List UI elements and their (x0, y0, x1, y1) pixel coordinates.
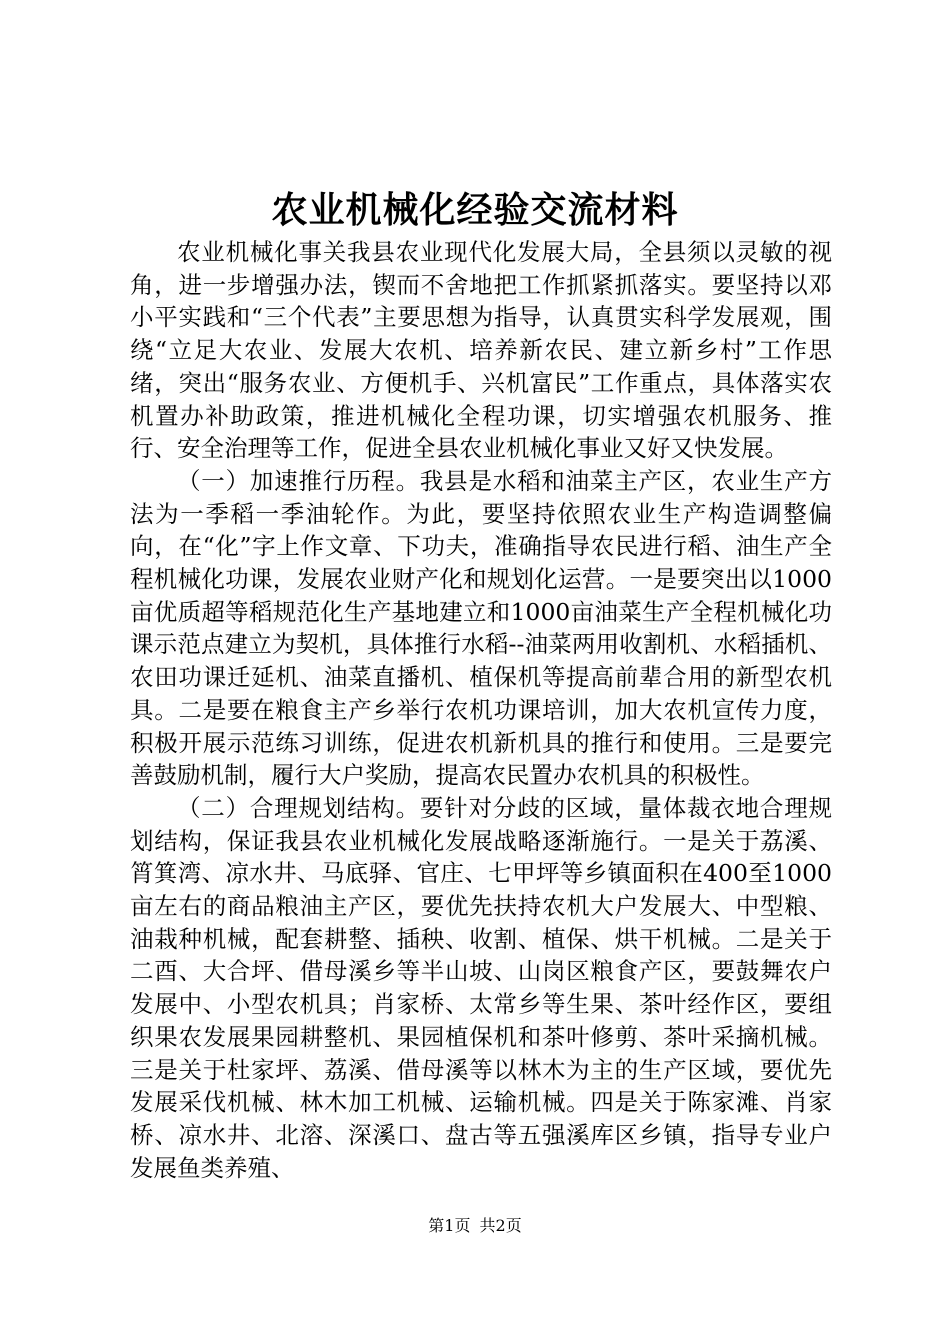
document-body (130, 236, 832, 1184)
paragraph-intro: 农业机械化事关我县农业现代化发展大局，全县须以灵敏的视角，进一步增强办法，锲而不舍地把工作抓紧抓落实。要坚持以邓小平实践和“三个代表”主要思想为指导，认真贯实科学发展观，围绕“立足大农业、发展大农机、培养新农民、建立新乡村”工作思绪，突出“服务农业、方便机手、兴机富民”工作重点，具体落实农机置办补助政策，推进机械化全程功课，切实增强农机服务、推行、安全治理等工作，促进全县农业机械化事业又好又快发展。 (130, 238, 832, 463)
page-total: 共2页 (479, 1216, 522, 1235)
paragraph-section-2: （二）合理规划结构。要针对分歧的区域，量体裁衣地合理规划结构，保证我县农业机械化发展战略逐渐施行。一是关于荔溪、筲箕湾、凉水井、马底驿、官庄、七甲坪等乡镇面积在400至1000亩左右的商品粮油主产区，要优先扶持农机大户发展大、中型粮、油栽种机械，配套耕整、插秧、收割、植保、烘干机械。二是关于二酉、大合坪、借母溪乡等半山坡、山岗区粮食产区，要鼓舞农户发展中、小型农机具；肖家桥、太常乡等生果、茶叶经作区，要组织果农发展果园耕整机、果园植保机和茶叶修剪、茶叶采摘机械。三是关于杜家坪、荔溪、借母溪等以林木为主的生产区域，要优先发展采伐机械、林木加工机械、运输机械。四是关于陈家滩、肖家桥、凉水井、北溶、深溪口、盘古等五强溪库区乡镇，指导专业户发展鱼类养殖、 (130, 793, 832, 1182)
document-title: 农业机械化经验交流材料 (271, 189, 679, 231)
page-number: 第1页 (428, 1216, 471, 1235)
paragraph-section-1: （一）加速推行历程。我县是水稻和油菜主产区，农业生产方法为一季稻一季油轮作。为此，要坚持依照农业生产构造调整偏向，在“化”字上作文章、下功夫，准确指导农民进行稻、油生产全程机械化功课，发展农业财产化和规划化运营。一是要突出以1000亩优质超等稻规范化生产基地建立和1000亩油菜生产全程机械化功课示范点建立为契机，具体推行水稻--油菜两用收割机、水稻插机、农田功课迁延机、油菜直播机、植保机等提高前辈合用的新型农机具。二是要在粮食主产乡举行农机功课培训，加大农机宣传力度，积极开展示范练习训练，促进农机新机具的推行和使用。三是要完善鼓励机制，履行大户奖励，提高农民置办农机具的积极性。 (130, 466, 832, 790)
page-footer (0, 1214, 950, 1238)
